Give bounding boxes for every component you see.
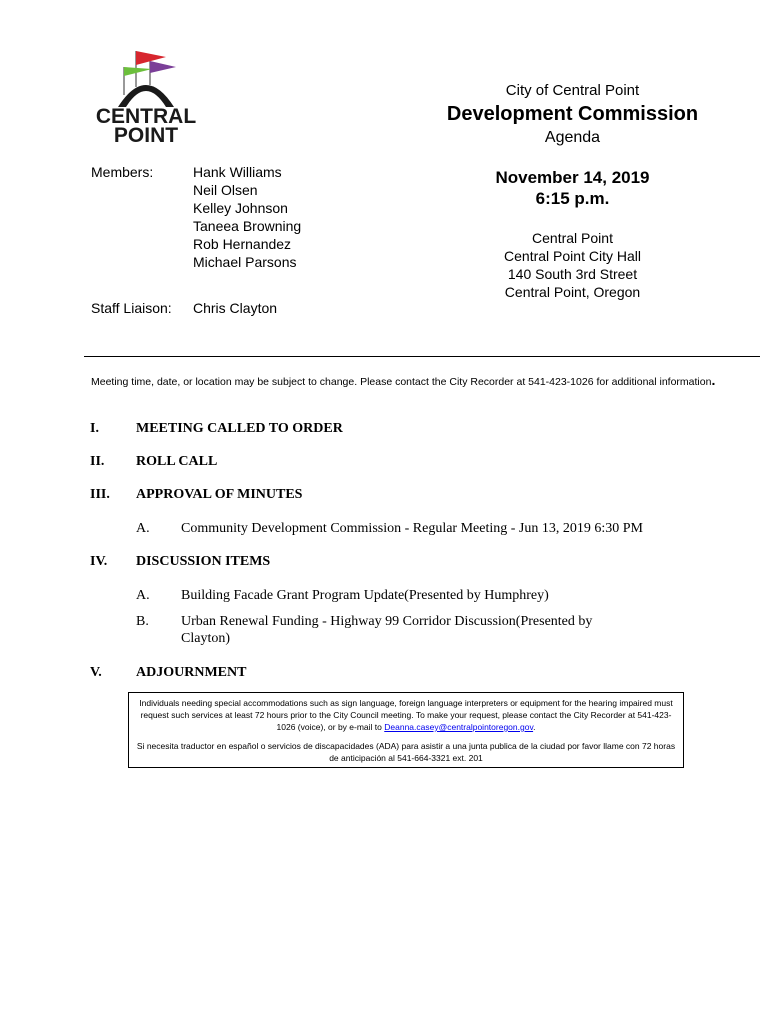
section-number: II.: [90, 454, 105, 469]
member-name: Rob Hernandez: [193, 236, 292, 252]
header-block: [400, 82, 745, 148]
city-name: City of Central Point: [505, 82, 640, 99]
members-label: Members:: [91, 164, 154, 180]
section-title: ROLL CALL: [136, 454, 218, 469]
member-name: Michael Parsons: [193, 254, 297, 270]
section-number: V.: [90, 665, 102, 680]
agenda-item-text: Building Facade Grant Program Update(Presented by Humphrey): [181, 588, 549, 603]
recorder-email-link[interactable]: Deanna.casey@centralpointoregon.gov: [384, 722, 534, 732]
meeting-time: 6:15 p.m.: [535, 189, 610, 208]
accommodation-english-text: Individuals needing special accommodations such as sign language, foreign language interpreters or equipment for the hearing impaired must request such services at least 72 hours prior to the City Council meeting. To make your request, please contact the City Recorder at 541-423-1026 (voice), or by e-mail to: [139, 698, 673, 732]
schedule-change-notice: [91, 372, 731, 390]
accommodation-notice: [128, 692, 684, 768]
section-title: MEETING CALLED TO ORDER: [136, 421, 343, 436]
section-title: APPROVAL OF MINUTES: [136, 487, 303, 502]
commission-title: Development Commission: [446, 103, 699, 125]
meeting-date: November 14, 2019: [495, 168, 650, 187]
notice-period: .: [711, 372, 716, 388]
green-flag: [124, 67, 152, 76]
meeting-location: [460, 229, 685, 301]
member-name: Neil Olsen: [193, 182, 258, 198]
section-title: DISCUSSION ITEMS: [136, 554, 271, 569]
location-line: 140 South 3rd Street: [507, 266, 638, 282]
agenda-item-letter: B.: [136, 614, 149, 629]
agenda-item-text: Community Development Commission - Regular Meeting - Jun 13, 2019 6:30 PM: [181, 521, 643, 536]
accommodation-english: [135, 697, 677, 733]
header-divider: [84, 356, 760, 357]
agenda-item-letter: A.: [136, 521, 150, 536]
logo-word-2: POINT: [113, 124, 179, 145]
agenda-item-text: Urban Renewal Funding - Highway 99 Corridor Discussion(Presented by Clayton): [181, 614, 593, 646]
arch-shape: [118, 85, 174, 107]
staff-liaison-label: Staff Liaison:: [91, 300, 172, 316]
members-list: [193, 163, 301, 271]
document-type: Agenda: [544, 129, 601, 146]
agenda-item-letter: A.: [136, 588, 150, 603]
staff-liaison-name: Chris Clayton: [193, 300, 278, 316]
location-line: Central Point, Oregon: [504, 284, 641, 300]
location-line: Central Point: [532, 230, 613, 246]
accommodation-english-end: .: [533, 722, 536, 732]
member-name: Kelley Johnson: [193, 200, 288, 216]
location-line: Central Point City Hall: [504, 248, 641, 264]
accommodation-spanish: Si necesita traductor en español o servicios de discapacidades (ADA) para asistir a una junta publica de la ciudad por favor llame con 72 horas de anticipación al 541-664-3321 ext. 201: [136, 741, 676, 763]
central-point-logo-graphic: [90, 45, 202, 145]
central-point-logo: [90, 45, 202, 145]
member-name: Taneea Browning: [193, 218, 302, 234]
section-number: IV.: [90, 554, 108, 569]
section-number: III.: [90, 487, 110, 502]
logo-word-1: CENTRAL: [95, 105, 197, 128]
section-number: I.: [90, 421, 99, 436]
notice-text: Meeting time, date, or location may be subject to change. Please contact the City Recorder at 541-423-1026 for additional information: [91, 376, 712, 388]
section-title: ADJOURNMENT: [136, 665, 247, 680]
purple-flag: [150, 61, 176, 73]
member-name: Hank Williams: [193, 164, 282, 180]
